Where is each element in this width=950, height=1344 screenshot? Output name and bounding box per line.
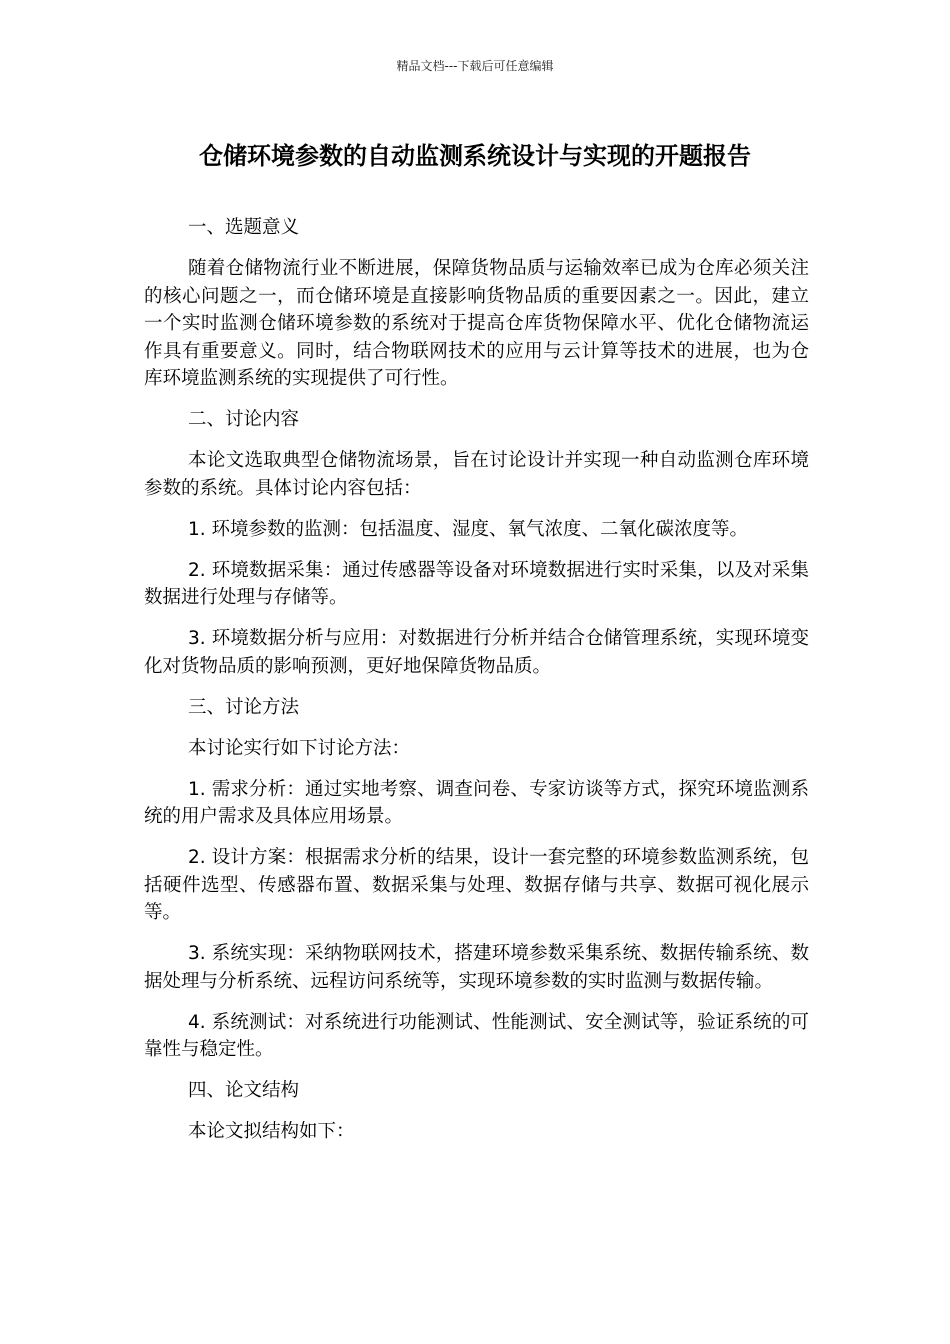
list-item-method-3: 3. 系统实现：采纳物联网技术，搭建环境参数采集系统、数据传输系统、数据处理与分析系统、远程访问系统等，实现环境参数的实时监测与数据传输。 [144, 943, 809, 992]
paragraph-significance: 随着仓储物流行业不断进展，保障货物品质与运输效率已成为仓库必须关注的核心问题之一，而仓储环境是直接影响货物品质的重要因素之一。因此，建立一个实时监测仓储环境参数的系统对于提高仓库货物保障水平、优化仓储物流运作具有重要意义。同时，结合物联网技术的应用与云计算等技术的进展，也为仓库环境监测系统的实现提供了可行性。 [144, 258, 809, 389]
list-item-content-3: 3. 环境数据分析与应用：对数据进行分析并结合仓储管理系统，实现环境变化对货物品质的影响预测，更好地保障货物品质。 [144, 628, 809, 677]
document-body [144, 214, 809, 1159]
section-heading-methods: 三、讨论方法 [188, 696, 300, 718]
paragraph-methods-intro: 本讨论实行如下讨论方法： [188, 737, 411, 759]
list-item-method-2: 2. 设计方案：根据需求分析的结果，设计一套完整的环境参数监测系统，包括硬件选型、传感器布置、数据采集与处理、数据存储与共享、数据可视化展示等。 [144, 847, 809, 923]
list-item-method-4: 4. 系统测试：对系统进行功能测试、性能测试、安全测试等，验证系统的可靠性与稳定性。 [144, 1011, 809, 1060]
section-heading-structure: 四、论文结构 [188, 1080, 300, 1101]
list-item-content-1: 1. 环境参数的监测：包括温度、湿度、氧气浓度、二氧化碳浓度等。 [188, 518, 749, 540]
list-item-content-2: 2. 环境数据采集：通过传感器等设备对环境数据进行实时采集，以及对采集数据进行处理与存储等。 [144, 559, 809, 608]
paragraph-structure-intro: 本论文拟结构如下： [188, 1121, 355, 1142]
section-heading-content: 二、讨论内容 [188, 409, 300, 430]
document-title: 仓储环境参数的自动监测系统设计与实现的开题报告 [199, 142, 751, 170]
paragraph-content-intro: 本论文选取典型仓储物流场景，旨在讨论设计并实现一种自动监测仓库环境参数的系统。具体讨论内容包括： [144, 450, 809, 499]
section-heading-significance: 一、选题意义 [188, 217, 300, 238]
header-note: 精品文档---下载后可任意编辑 [396, 59, 554, 73]
list-item-method-1: 1. 需求分析：通过实地考察、调查问卷、专家访谈等方式，探究环境监测系统的用户需求及具体应用场景。 [144, 778, 809, 827]
